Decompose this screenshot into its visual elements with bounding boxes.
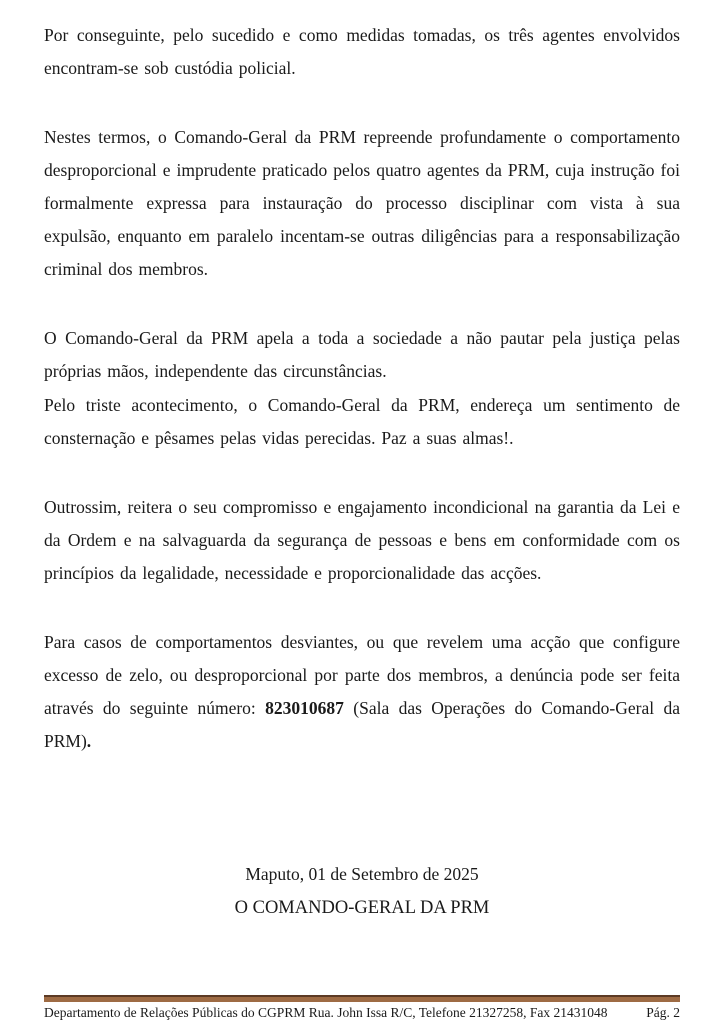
page-footer	[44, 995, 680, 1022]
document-body	[44, 0, 680, 925]
paragraph-commitment: Outrossim, reitera o seu compromisso e engajamento incondicional na garantia da Lei e da Ordem e na salvaguarda da segurança de pessoas e bens em conformidade com os princípios da legalidade, necessidade e proporcionalidade das acções.	[44, 497, 680, 583]
paragraph-reprimand: Nestes termos, o Comando-Geral da PRM repreende profundamente o comportamento desproporcional e imprudente praticado pelos quatro agentes da PRM, cuja instrução foi formalmente expressa para instauração do processo disciplinar com vista à sua expulsão, enquanto em paralelo incentam-se outras diligências para a responsabilização criminal dos membros.	[44, 127, 680, 279]
footer-rule	[44, 995, 680, 1002]
denunciation-phone-number: 823010687	[265, 698, 344, 718]
denunciation-text-start: Para casos de comportamentos desviantes, ou que revelem uma acção que configure excesso de zelo, ou desproporcional por parte dos membros, a denúncia pode ser feita através do seguinte número:	[44, 632, 680, 718]
paragraph-appeal: O Comando-Geral da PRM apela a toda a sociedade a não pautar pela justiça pelas próprias mãos, independente das circunstâncias.	[44, 328, 680, 381]
page-number: Pág. 2	[646, 1005, 680, 1020]
footer-text-row	[44, 1002, 680, 1022]
signature-line: O COMANDO-GERAL DA PRM	[234, 898, 490, 918]
paragraph-custody: Por conseguinte, pelo sucedido e como medidas tomadas, os três agentes envolvidos encontram-se sob custódia policial.	[44, 25, 680, 78]
footer-department-text: Departamento de Relações Públicas do CGPRM Rua. John Issa R/C, Telefone 21327258, Fax 21431048	[44, 1005, 608, 1020]
denunciation-text-end: (Sala das Operações do Comando-Geral da PRM)	[44, 698, 680, 751]
paragraph-condolences: Pelo triste acontecimento, o Comando-Geral da PRM, endereça um sentimento de consternação e pêsames pelas vidas perecidas. Paz a suas almas!.	[44, 395, 680, 448]
paragraph-denunciation	[44, 626, 680, 758]
date-line: Maputo, 01 de Setembro de 2025	[245, 864, 479, 884]
denunciation-final-period: .	[86, 731, 92, 751]
signoff-block	[44, 858, 680, 925]
